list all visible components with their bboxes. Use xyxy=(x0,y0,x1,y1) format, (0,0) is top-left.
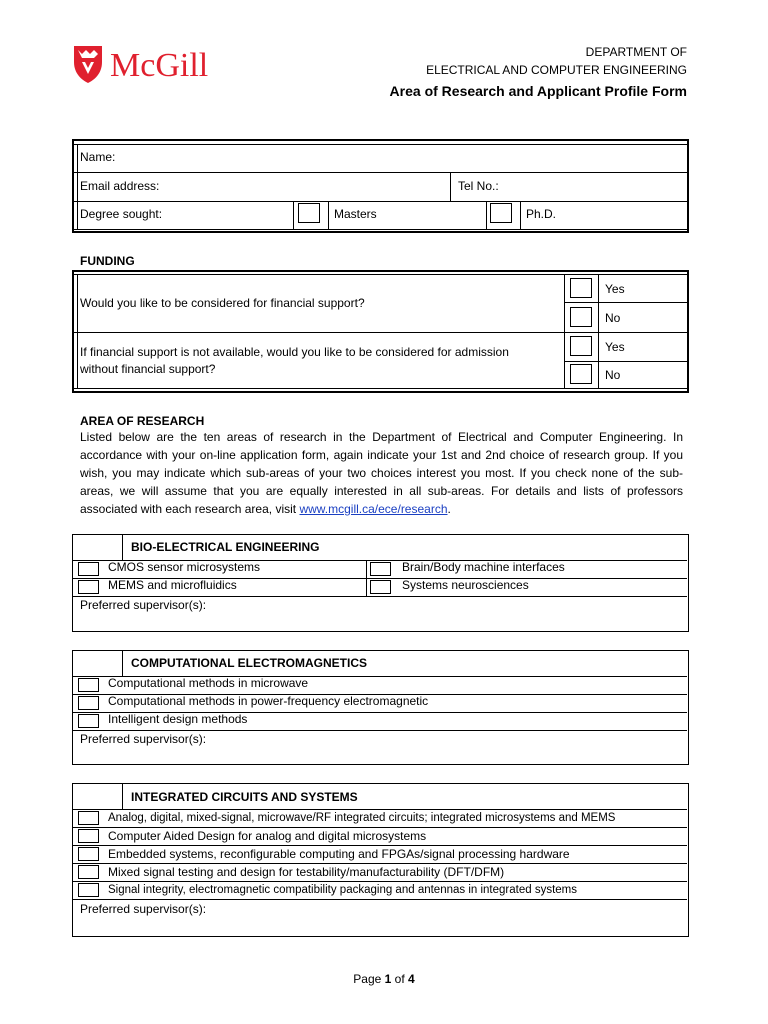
cem-item-2-checkbox[interactable] xyxy=(78,696,99,710)
funding-q1-no-checkbox[interactable] xyxy=(570,307,592,327)
ics-item-3-checkbox[interactable] xyxy=(78,847,99,861)
research-paragraph-text: Listed below are the ten areas of research in the Department of Electrical and Computer Engineering. In accordance with your on-line application form, again indicate your 1st and 2nd choice of research group. If you wish, you may indicate which sub-areas of your two choices interest you most. If you check none of the sub-areas, we will assume that you are equally interested in all sub-areas. For details and lists of professors associated with each research area, visit xyxy=(80,430,683,516)
ics-item-4-checkbox[interactable] xyxy=(78,865,99,879)
page-total: 4 xyxy=(408,972,415,986)
ics-item-2-label: Computer Aided Design for analog and digital microsystems xyxy=(108,829,427,843)
page-of-word: of xyxy=(394,972,405,986)
ics-title: INTEGRATED CIRCUITS AND SYSTEMS xyxy=(131,790,358,804)
bio-item-2-checkbox[interactable] xyxy=(370,562,391,576)
ics-item-1-label: Analog, digital, mixed-signal, microwave/RF integrated circuits; integrated microsystems and MEMS xyxy=(108,812,616,824)
ics-item-1-checkbox[interactable] xyxy=(78,811,99,825)
bio-supervisor-field[interactable] xyxy=(80,612,680,628)
ics-item-5-label: Signal integrity, electromagnetic compatibility packaging and antennas in integrated systems xyxy=(108,884,577,896)
masters-checkbox[interactable] xyxy=(298,203,320,223)
research-paragraph xyxy=(80,428,683,518)
cem-supervisor-label: Preferred supervisor(s): xyxy=(80,732,207,746)
funding-q2-no-label: No xyxy=(605,368,621,382)
ics-item-4-label: Mixed signal testing and design for testability/manufacturability (DFT/DFM) xyxy=(108,865,505,879)
cem-item-1-label: Computational methods in microwave xyxy=(108,676,309,690)
name-field[interactable] xyxy=(130,145,680,169)
mcgill-crest-icon xyxy=(72,44,104,84)
ics-item-5-checkbox[interactable] xyxy=(78,883,99,897)
bio-item-3-label: MEMS and microfluidics xyxy=(108,578,237,592)
cem-item-2-label: Computational methods in power-frequency electromagnetic xyxy=(108,694,429,708)
page-current: 1 xyxy=(384,972,392,986)
ics-item-2-checkbox[interactable] xyxy=(78,829,99,843)
email-field[interactable] xyxy=(170,174,445,198)
mcgill-wordmark: McGill xyxy=(110,47,209,84)
cem-item-3-checkbox[interactable] xyxy=(78,714,99,728)
funding-q1-yes-label: Yes xyxy=(605,282,625,296)
cem-item-3-label: Intelligent design methods xyxy=(108,712,248,726)
ics-supervisor-label: Preferred supervisor(s): xyxy=(80,902,207,916)
bio-item-4-checkbox[interactable] xyxy=(370,580,391,594)
bio-item-4-label: Systems neurosciences xyxy=(402,578,529,592)
funding-q2-yes-label: Yes xyxy=(605,340,625,354)
department-line-1: DEPARTMENT OF xyxy=(585,45,687,59)
research-link[interactable]: www.mcgill.ca/ece/research xyxy=(299,502,448,516)
funding-q1-yes-checkbox[interactable] xyxy=(570,278,592,298)
ics-supervisor-field[interactable] xyxy=(80,916,680,934)
page-number xyxy=(0,972,768,986)
phd-checkbox[interactable] xyxy=(490,203,512,223)
mcgill-logo xyxy=(72,44,232,88)
department-line-2: ELECTRICAL AND COMPUTER ENGINEERING xyxy=(426,63,687,77)
research-paragraph-end: . xyxy=(447,502,451,516)
bio-title: BIO-ELECTRICAL ENGINEERING xyxy=(131,540,320,554)
masters-label: Masters xyxy=(334,207,377,221)
cem-supervisor-field[interactable] xyxy=(80,746,680,762)
funding-q2-yes-checkbox[interactable] xyxy=(570,336,592,356)
funding-q1-no-label: No xyxy=(605,311,621,325)
funding-heading: FUNDING xyxy=(80,254,135,268)
funding-question-2-line-2: without financial support? xyxy=(80,362,216,376)
funding-question-2-line-1: If financial support is not available, would you like to be considered for admission xyxy=(80,345,509,359)
cem-title: COMPUTATIONAL ELECTROMAGNETICS xyxy=(131,656,367,670)
name-label: Name: xyxy=(80,150,116,164)
bio-item-1-checkbox[interactable] xyxy=(78,562,99,576)
page-word: Page xyxy=(353,972,382,986)
funding-question-1: Would you like to be considered for financial support? xyxy=(80,296,365,310)
tel-label: Tel No.: xyxy=(458,179,499,193)
bio-item-3-checkbox[interactable] xyxy=(78,580,99,594)
funding-q2-no-checkbox[interactable] xyxy=(570,364,592,384)
form-title: Area of Research and Applicant Profile Form xyxy=(389,83,687,99)
phd-label: Ph.D. xyxy=(526,207,557,221)
bio-item-1-label: CMOS sensor microsystems xyxy=(108,560,261,574)
research-heading: AREA OF RESEARCH xyxy=(80,414,205,428)
ics-item-3-label: Embedded systems, reconfigurable computing and FPGAs/signal processing hardware xyxy=(108,847,570,861)
degree-label: Degree sought: xyxy=(80,207,163,221)
bio-supervisor-label: Preferred supervisor(s): xyxy=(80,598,207,612)
tel-field[interactable] xyxy=(510,174,680,198)
bio-item-2-label: Brain/Body machine interfaces xyxy=(402,560,565,574)
email-label: Email address: xyxy=(80,179,160,193)
cem-item-1-checkbox[interactable] xyxy=(78,678,99,692)
